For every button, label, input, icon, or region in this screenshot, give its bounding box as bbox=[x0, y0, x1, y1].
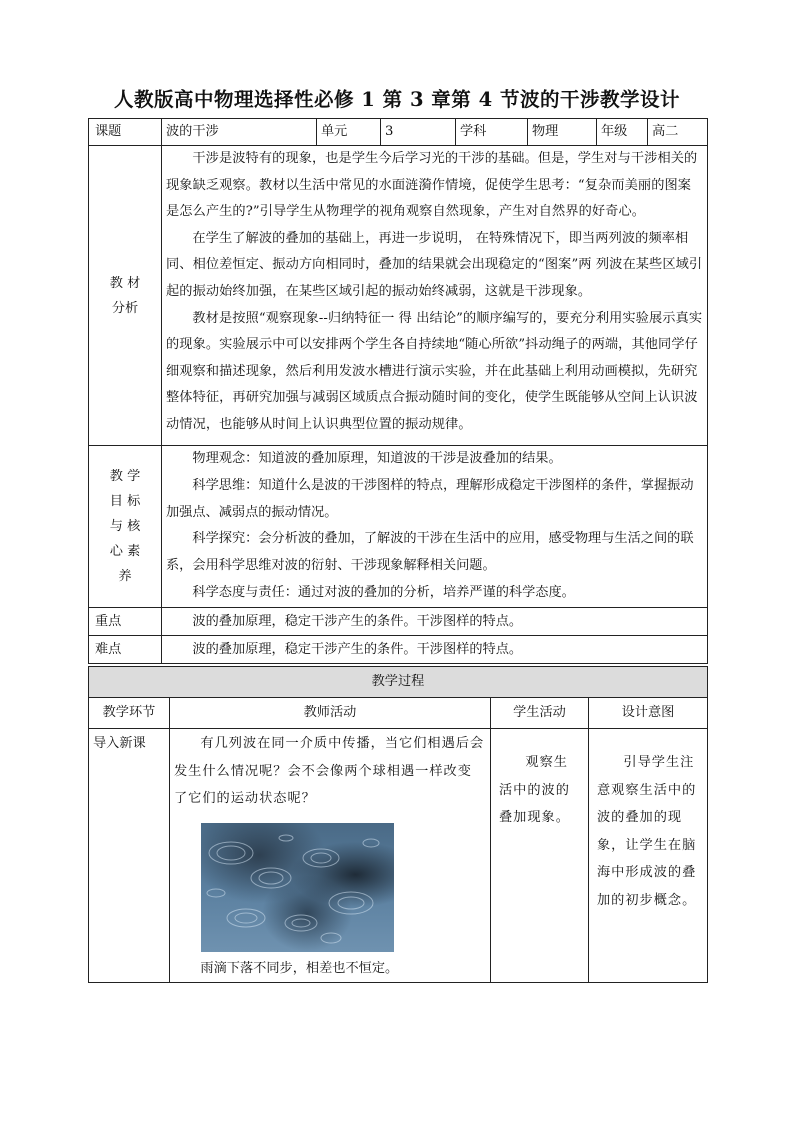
raindrop-ripples-image bbox=[201, 823, 394, 952]
analysis-content bbox=[162, 146, 708, 446]
key-point-text: 波的叠加原理，稳定干涉产生的条件。干涉图样的特点。 bbox=[162, 608, 708, 636]
lesson-info-table bbox=[88, 118, 708, 664]
analysis-label-line: 分析 bbox=[111, 300, 139, 316]
goals-label-line: 目 标 bbox=[109, 494, 141, 509]
ripple-pattern bbox=[201, 823, 394, 952]
subject-label: 学科 bbox=[456, 119, 528, 146]
grade-value: 高二 bbox=[648, 119, 708, 146]
teacher-activity-cell bbox=[170, 729, 491, 983]
analysis-paragraph: 教材是按照“观察现象--归纳特征一 得 出结论”的顺序编写的，要充分利用实验展示真实的现象。实验展示中可以安排两个学生各自持续地“随心所欲”抖动绳子的两端，其他同学仔细观察和描述现象，然后利用发波水槽进行演示实验，并在此基础上利用动画模拟，先研究整体特征，再研究加强与减弱区域质点合振动随时间的变化，使学生既能够从空间上认识波动情况，也能够从时间上认识典型位置的振动规律。 bbox=[166, 310, 703, 432]
design-intent-cell bbox=[589, 729, 708, 983]
difficulty-label: 难点 bbox=[89, 636, 162, 664]
goals-label-line: 心 素 bbox=[109, 544, 141, 559]
topic-label: 课题 bbox=[89, 119, 162, 146]
grade-label: 年级 bbox=[597, 119, 648, 146]
page-title: 人教版高中物理选择性必修 1 第 3 章第 4 节波的干涉教学设计 bbox=[114, 88, 680, 111]
subject-value: 物理 bbox=[528, 119, 597, 146]
analysis-paragraph: 在学生了解波的叠加的基础上，再进一步说明， 在特殊情况下，即当两列波的频率相同、相位差恒定、振动方向相同时，叠加的结果就会出现稳定的“图案”两 列波在某些区域引起的振动始终加强，在某些区域引起的振动始终减弱，这就是干涉现象。 bbox=[166, 230, 703, 299]
goals-content bbox=[162, 446, 708, 608]
goal-item: 科学思维：知道什么是波的干涉图样的特点，理解形成稳定干涉图样的条件，掌握振动加强点、减弱点的振动情况。 bbox=[166, 477, 694, 520]
key-point-label: 重点 bbox=[89, 608, 162, 636]
teaching-process-table bbox=[88, 666, 708, 983]
student-activity-text: 观察生活中的波的叠加现象。 bbox=[499, 755, 570, 825]
topic-value: 波的干涉 bbox=[162, 119, 317, 146]
design-intent-text: 引导学生注意观察生活中的波的叠加的现象，让学生在脑海中形成波的叠加的初步概念。 bbox=[597, 755, 697, 908]
column-header-teacher: 教师活动 bbox=[170, 698, 491, 729]
analysis-label bbox=[89, 146, 162, 446]
unit-value: 3 bbox=[381, 119, 456, 146]
table-row bbox=[89, 729, 708, 983]
student-activity-cell bbox=[491, 729, 589, 983]
column-header-intent: 设计意图 bbox=[589, 698, 708, 729]
analysis-paragraph: 干涉是波特有的现象，也是学生今后学习光的干涉的基础。但是，学生对与干涉相关的现象缺乏观察。教材以生活中常见的水面涟漪作情境，促使学生思考：“复杂而美丽的图案是怎么产生的?”引导学生从物理学的视角观察自然现象，产生对自然界的好奇心。 bbox=[166, 151, 698, 220]
goal-item: 科学态度与责任：通过对波的叠加的分析，培养严谨的科学态度。 bbox=[192, 584, 575, 600]
goal-item: 物理观念：知道波的叠加原理，知道波的干涉是波叠加的结果。 bbox=[192, 451, 562, 466]
unit-label: 单元 bbox=[317, 119, 381, 146]
goals-label bbox=[89, 446, 162, 608]
goals-label-line: 养 bbox=[118, 569, 132, 584]
goals-label-line: 教 学 bbox=[109, 469, 141, 484]
column-header-stage: 教学环节 bbox=[89, 698, 170, 729]
analysis-label-line: 教 材 bbox=[109, 275, 141, 291]
stage-cell: 导入新课 bbox=[89, 729, 170, 983]
column-header-student: 学生活动 bbox=[491, 698, 589, 729]
goals-label-line: 与 核 bbox=[109, 519, 141, 534]
teacher-activity-text: 有几列波在同一介质中传播，当它们相遇后会发生什么情况呢？会不会像两个球相遇一样改变了它们的运动状态呢？ bbox=[174, 736, 485, 806]
process-heading: 教学过程 bbox=[89, 667, 708, 698]
image-caption: 雨滴下落不同步，相差也不恒定。 bbox=[200, 960, 399, 976]
difficulty-text: 波的叠加原理，稳定干涉产生的条件。干涉图样的特点。 bbox=[162, 636, 708, 664]
goal-item: 科学探究：会分析波的叠加，了解波的干涉在生活中的应用，感受物理与生活之间的联系，会用科学思维对波的衍射、干涉现象解释相关问题。 bbox=[166, 531, 694, 574]
